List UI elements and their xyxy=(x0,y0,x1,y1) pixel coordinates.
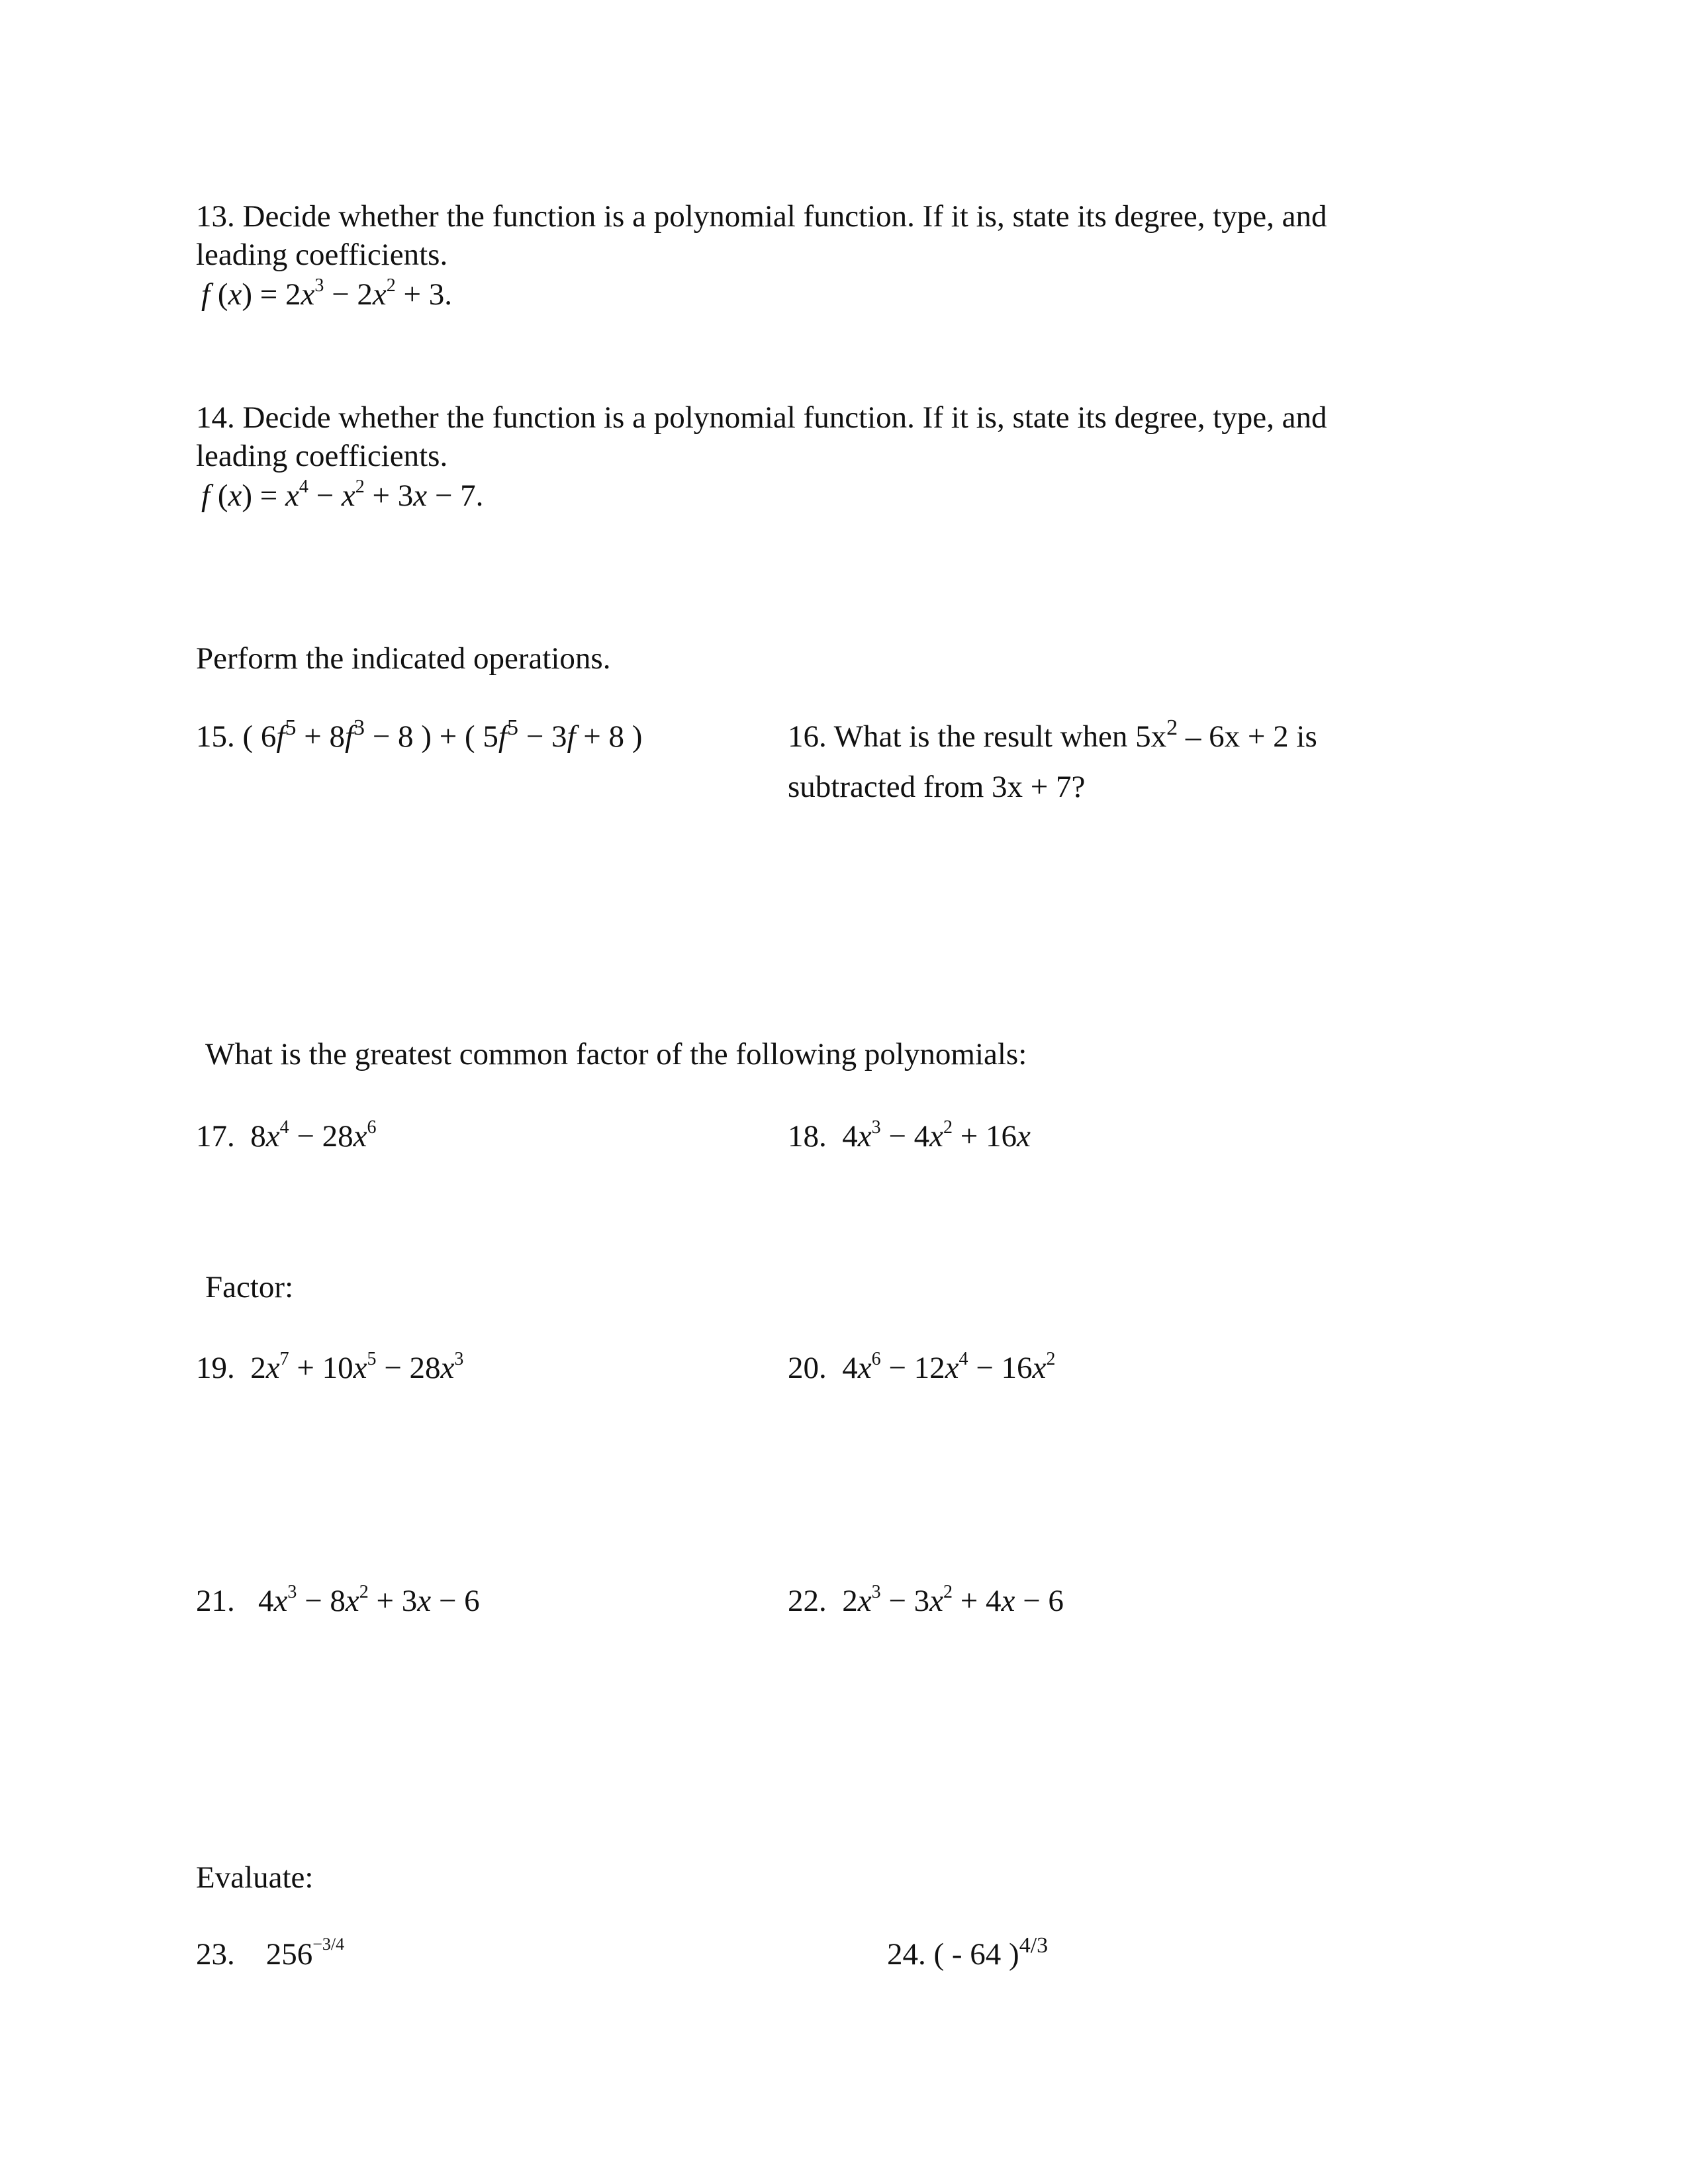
problem-24-exponent: 4/3 xyxy=(1019,1933,1049,1958)
problem-16-exponent: 2 xyxy=(1166,715,1178,740)
problem-23-base: 256 xyxy=(265,1937,313,1972)
problem-15: 15. ( $6f^5 + 8f^3 - 8$ ) + ( $5f^5 - 3f + 8$ ) xyxy=(196,715,643,754)
problem-20: 20. $4x^6 - 12x^4 - 16x^2$ xyxy=(788,1349,1056,1385)
problem-17-number: 17. xyxy=(196,1119,235,1154)
section-evaluate-heading: Evaluate: xyxy=(196,1860,314,1895)
problem-23-exponent: −3/4 xyxy=(312,1934,345,1954)
problem-14-equation: f $(x) = x^4 - x^2 + 3x - 7$. xyxy=(201,477,484,513)
problem-17: 17. $8x^4 - 28x^6$ xyxy=(196,1117,377,1154)
problem-20-number: 20. xyxy=(788,1351,827,1385)
problem-21-number: 21. xyxy=(196,1584,235,1618)
problem-14-line2: leading coefficients. xyxy=(196,439,448,473)
problem-23 xyxy=(196,1935,344,1974)
problem-23-number: 23. xyxy=(196,1937,235,1972)
problem-15-number: 15. xyxy=(196,719,235,754)
problem-24 xyxy=(887,1935,1048,1974)
problem-24-text: 24. ( - 64 ) xyxy=(887,1937,1019,1972)
section-gcf-heading: What is the greatest common factor of the following polynomials: xyxy=(205,1037,1027,1071)
problem-18-number: 18. xyxy=(788,1119,827,1154)
problem-13-line1: 13. Decide whether the function is a polynomial function. If it is, state its degree, type, and xyxy=(196,199,1327,234)
problem-13-equation: f $(x) = 2x^3 - 2x^2 + 3$. xyxy=(201,275,453,312)
problem-21: 21. $4x^3 - 8x^2 + 3x - 6$ xyxy=(196,1582,480,1618)
problem-18: 18. $4x^3 - 4x^2 + 16x$ xyxy=(788,1117,1031,1154)
problem-16-line1 xyxy=(788,717,1317,756)
section-operations-heading: Perform the indicated operations. xyxy=(196,641,611,676)
problem-22-number: 22. xyxy=(788,1584,827,1618)
problem-16-line2: subtracted from 3x + 7? xyxy=(788,770,1086,804)
problem-19: 19. $2x^7 + 10x^5 - 28x^3$ xyxy=(196,1349,464,1385)
problem-14-line1: 14. Decide whether the function is a polynomial function. If it is, state its degree, type, and xyxy=(196,400,1327,435)
problem-19-number: 19. xyxy=(196,1351,235,1385)
problem-22: 22. $2x^3 - 3x^2 + 4x - 6$ xyxy=(788,1582,1064,1618)
section-factor-heading: Factor: xyxy=(205,1270,294,1304)
problem-16-text-a: 16. What is the result when 5x xyxy=(788,719,1167,754)
problem-13-line2: leading coefficients. xyxy=(196,238,448,272)
problem-16-text-b: – 6x + 2 is xyxy=(1178,719,1317,754)
